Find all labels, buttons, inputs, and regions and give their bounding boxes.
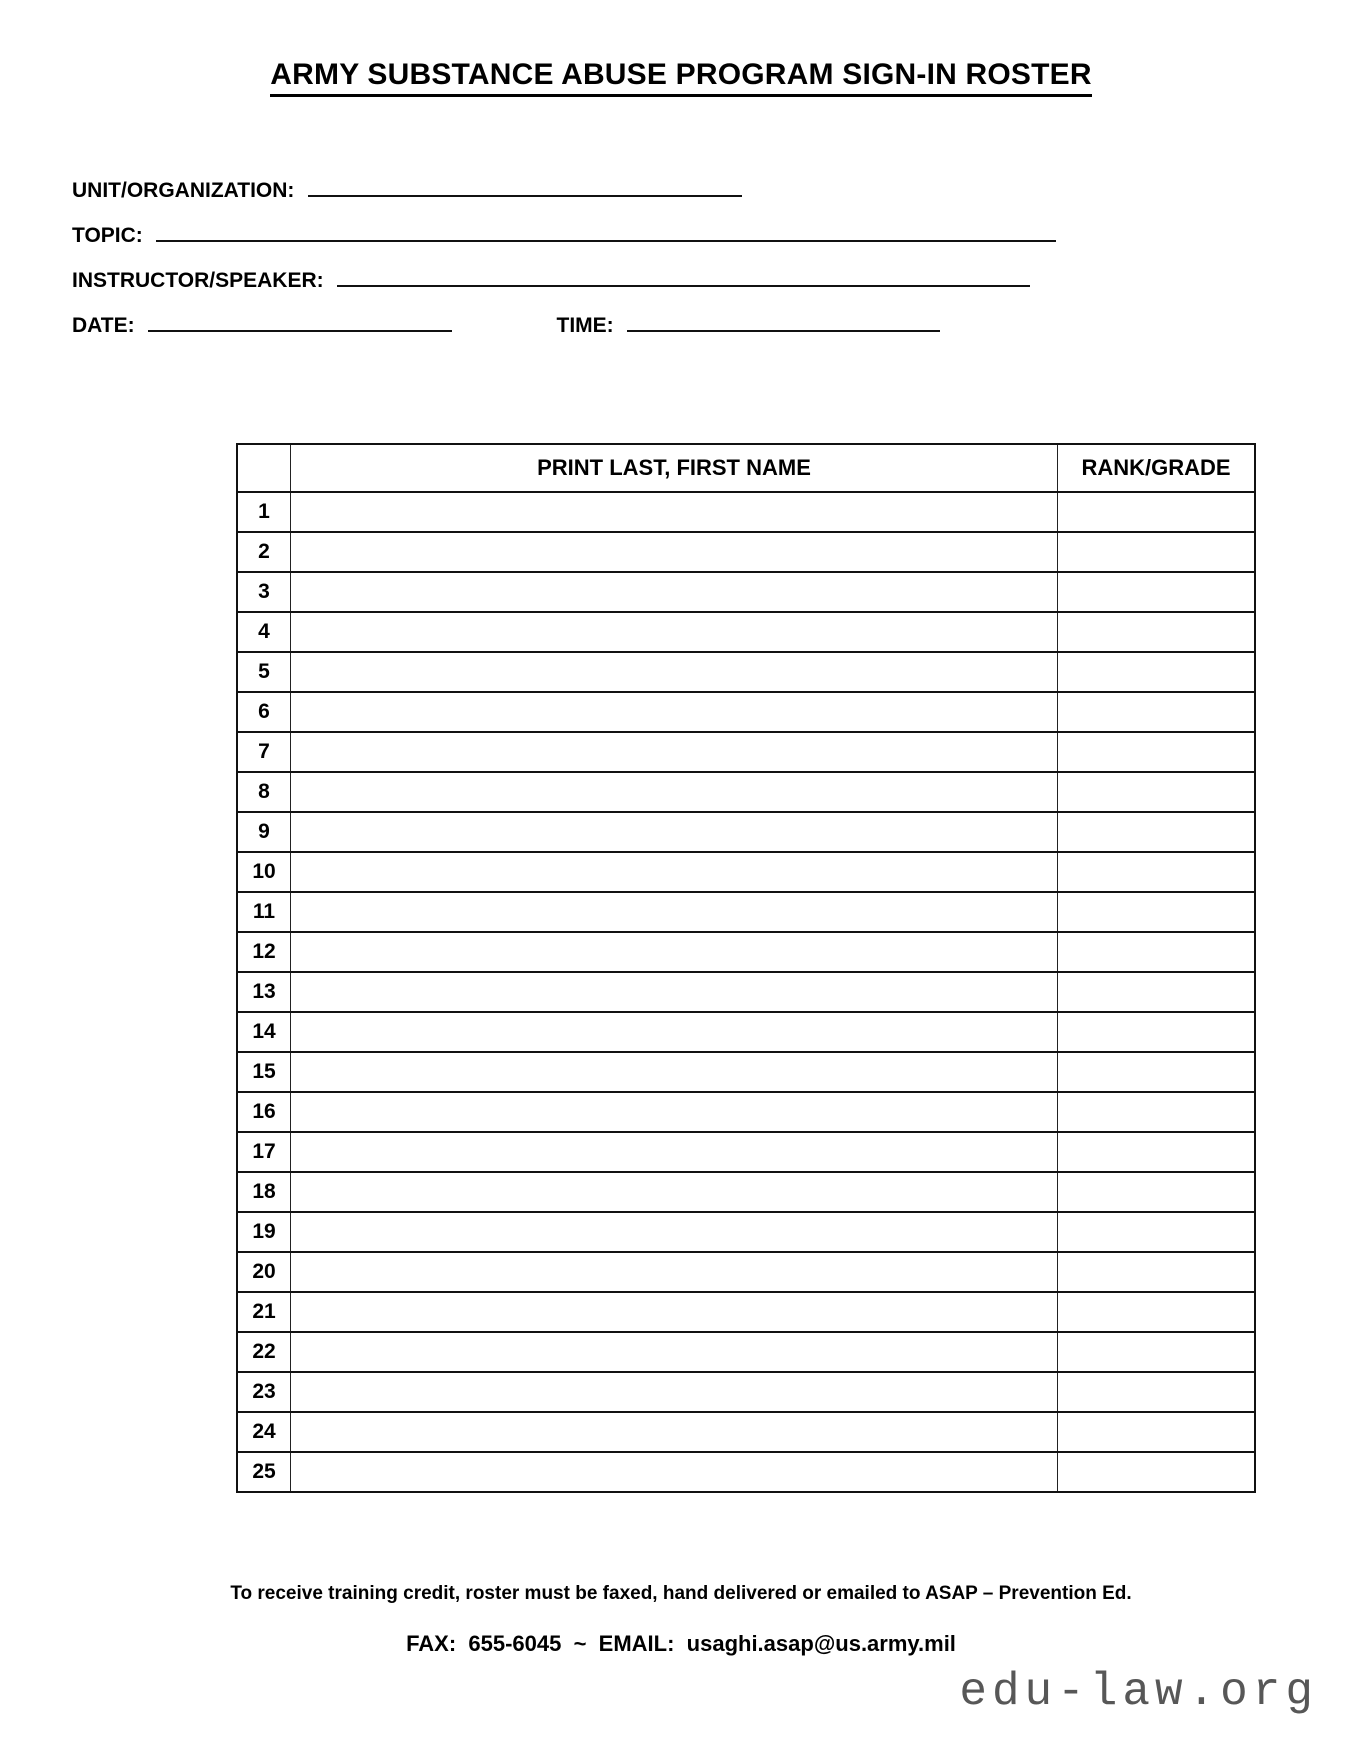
date-label: DATE: [72, 314, 135, 337]
row-number-cell: 6 [237, 692, 291, 732]
title-row [0, 58, 1362, 97]
rank-entry-cell [1058, 1292, 1256, 1332]
name-entry-cell [291, 1052, 1058, 1092]
footer-note: To receive training credit, roster must be faxed, hand delivered or emailed to ASAP – Prevention Ed. [230, 1583, 1132, 1604]
table-row [237, 812, 1255, 852]
name-entry-cell [291, 1332, 1058, 1372]
row-number-cell: 14 [237, 1012, 291, 1052]
unit-organization-fill-line [308, 177, 742, 197]
name-entry-cell [291, 932, 1058, 972]
row-number-cell: 5 [237, 652, 291, 692]
table-row [237, 1172, 1255, 1212]
field-date-time [72, 303, 1056, 348]
table-row [237, 1132, 1255, 1172]
table-row [237, 1372, 1255, 1412]
name-entry-cell [291, 772, 1058, 812]
form-fields [72, 168, 1056, 348]
rank-entry-cell [1058, 772, 1256, 812]
table-row [237, 1412, 1255, 1452]
row-number-cell: 3 [237, 572, 291, 612]
table-row [237, 1012, 1255, 1052]
rank-entry-cell [1058, 892, 1256, 932]
name-entry-cell [291, 612, 1058, 652]
row-number-cell: 25 [237, 1452, 291, 1492]
name-entry-cell [291, 852, 1058, 892]
row-number-cell: 22 [237, 1332, 291, 1372]
rank-entry-cell [1058, 1372, 1256, 1412]
row-number-cell: 11 [237, 892, 291, 932]
table-row [237, 732, 1255, 772]
table-row [237, 852, 1255, 892]
header-name-cell: PRINT LAST, FIRST NAME [291, 444, 1058, 492]
table-row [237, 532, 1255, 572]
row-number-cell: 16 [237, 1092, 291, 1132]
rank-entry-cell [1058, 932, 1256, 972]
name-entry-cell [291, 972, 1058, 1012]
row-number-cell: 15 [237, 1052, 291, 1092]
rank-entry-cell [1058, 1132, 1256, 1172]
row-number-cell: 17 [237, 1132, 291, 1172]
row-number-cell: 24 [237, 1412, 291, 1452]
row-number-cell: 9 [237, 812, 291, 852]
name-entry-cell [291, 572, 1058, 612]
field-instructor-speaker [72, 258, 1056, 303]
rank-entry-cell [1058, 652, 1256, 692]
roster-body [237, 492, 1255, 1492]
sign-in-roster-table [236, 443, 1256, 1493]
name-entry-cell [291, 892, 1058, 932]
name-entry-cell [291, 812, 1058, 852]
name-entry-cell [291, 1092, 1058, 1132]
table-row [237, 1252, 1255, 1292]
name-entry-cell [291, 492, 1058, 532]
table-row [237, 932, 1255, 972]
topic-fill-line [156, 222, 1056, 242]
header-rank-cell: RANK/GRADE [1058, 444, 1256, 492]
rank-entry-cell [1058, 1332, 1256, 1372]
rank-entry-cell [1058, 612, 1256, 652]
row-number-cell: 13 [237, 972, 291, 1012]
name-entry-cell [291, 1452, 1058, 1492]
name-entry-cell [291, 652, 1058, 692]
field-topic [72, 213, 1056, 258]
time-label: TIME: [556, 314, 614, 337]
rank-entry-cell [1058, 972, 1256, 1012]
row-number-cell: 1 [237, 492, 291, 532]
row-number-cell: 23 [237, 1372, 291, 1412]
name-entry-cell [291, 1172, 1058, 1212]
table-row [237, 692, 1255, 732]
instructor-speaker-fill-line [337, 267, 1030, 287]
rank-entry-cell [1058, 492, 1256, 532]
time-fill-line [627, 312, 940, 332]
table-row [237, 972, 1255, 1012]
row-number-cell: 19 [237, 1212, 291, 1252]
header-row [237, 444, 1255, 492]
row-number-cell: 2 [237, 532, 291, 572]
header-number-cell [237, 444, 291, 492]
name-entry-cell [291, 1132, 1058, 1172]
roster-header [237, 444, 1255, 492]
rank-entry-cell [1058, 812, 1256, 852]
instructor-speaker-label: INSTRUCTOR/SPEAKER: [72, 269, 324, 292]
rank-entry-cell [1058, 1452, 1256, 1492]
rank-entry-cell [1058, 1412, 1256, 1452]
name-entry-cell [291, 1412, 1058, 1452]
rank-entry-cell [1058, 692, 1256, 732]
watermark: edu-law.org [959, 1666, 1318, 1718]
row-number-cell: 7 [237, 732, 291, 772]
row-number-cell: 21 [237, 1292, 291, 1332]
field-unit-organization [72, 168, 1056, 213]
page-title: ARMY SUBSTANCE ABUSE PROGRAM SIGN-IN ROSTER [270, 58, 1091, 97]
table-row [237, 1052, 1255, 1092]
row-number-cell: 8 [237, 772, 291, 812]
rank-entry-cell [1058, 1252, 1256, 1292]
unit-organization-label: UNIT/ORGANIZATION: [72, 179, 295, 202]
footer [0, 1583, 1362, 1657]
rank-entry-cell [1058, 532, 1256, 572]
footer-fax-email: FAX: 655-6045 ~ EMAIL: usaghi.asap@us.army.mil [406, 1631, 956, 1656]
table-row [237, 772, 1255, 812]
table-row [237, 1212, 1255, 1252]
rank-entry-cell [1058, 572, 1256, 612]
table-row [237, 612, 1255, 652]
row-number-cell: 18 [237, 1172, 291, 1212]
name-entry-cell [291, 1292, 1058, 1332]
rank-entry-cell [1058, 852, 1256, 892]
rank-entry-cell [1058, 1212, 1256, 1252]
table-row [237, 892, 1255, 932]
name-entry-cell [291, 1012, 1058, 1052]
name-entry-cell [291, 1252, 1058, 1292]
table-row [237, 1332, 1255, 1372]
rank-entry-cell [1058, 1092, 1256, 1132]
table-row [237, 1452, 1255, 1492]
name-entry-cell [291, 732, 1058, 772]
name-entry-cell [291, 532, 1058, 572]
row-number-cell: 4 [237, 612, 291, 652]
row-number-cell: 12 [237, 932, 291, 972]
rank-entry-cell [1058, 1172, 1256, 1212]
topic-label: TOPIC: [72, 224, 143, 247]
table-row [237, 1292, 1255, 1332]
rank-entry-cell [1058, 732, 1256, 772]
row-number-cell: 20 [237, 1252, 291, 1292]
table-row [237, 1092, 1255, 1132]
rank-entry-cell [1058, 1012, 1256, 1052]
rank-entry-cell [1058, 1052, 1256, 1092]
table-row [237, 572, 1255, 612]
table-row [237, 652, 1255, 692]
name-entry-cell [291, 692, 1058, 732]
name-entry-cell [291, 1212, 1058, 1252]
name-entry-cell [291, 1372, 1058, 1412]
date-fill-line [148, 312, 452, 332]
row-number-cell: 10 [237, 852, 291, 892]
table-row [237, 492, 1255, 532]
